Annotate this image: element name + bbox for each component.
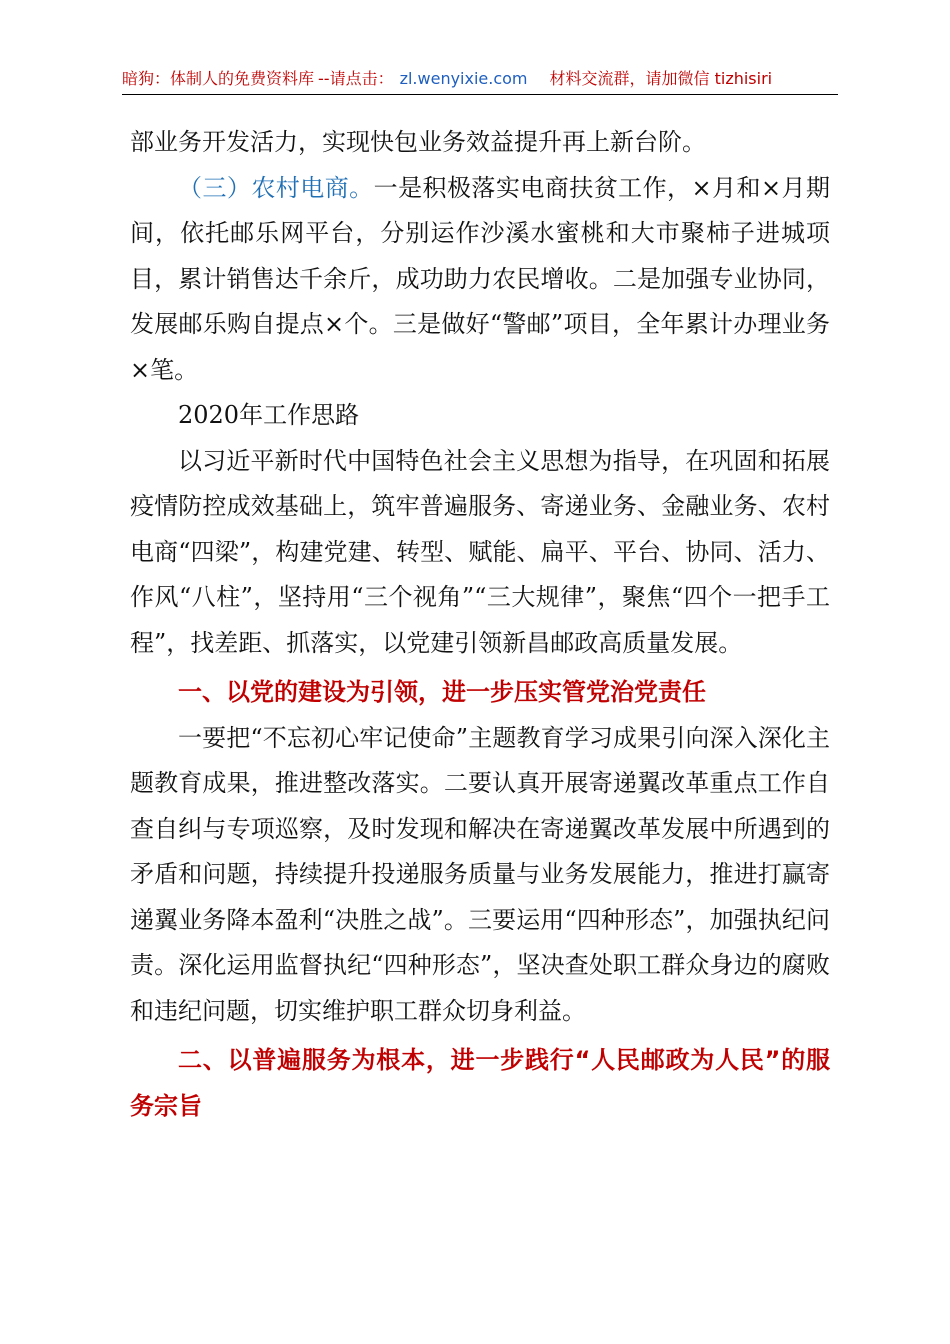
paragraph-continuation: 部业务开发活力，实现快包业务效益提升再上新台阶。 <box>130 128 706 156</box>
header-click-prompt: --请点击： <box>318 69 394 88</box>
paragraph-party-building: 一要把“不忘初心牢记使命”主题教育学习成果引向深入深化主题教育成果，推进整改落实。二要认真开展寄递翼改革重点工作自查自纠与专项巡察，及时发现和解决在寄递翼改革发展中所遇到的矛盾和问题，持续提升投递服务质量与业务发展能力，推进打赢寄递翼业务降本盈利“决胜之战”。三要运用“四种形态”，加强执纪问责。深化运用监督执纪“四种形态”，坚决查处职工群众身边的腐败和违纪问题，切实维护职工群众切身利益。 <box>130 723 830 1025</box>
header-link[interactable]: zl.wenyixie.com <box>399 69 528 88</box>
paragraph-rural-ecommerce <box>130 166 830 394</box>
header-site-name: 暗狗：体制人的免费资料库 <box>122 69 315 88</box>
section-title-2020: 2020年工作思路 <box>178 401 360 429</box>
heading-universal-service: 二、以普遍服务为根本，进一步践行“人民邮政为人民”的服务宗旨 <box>130 1046 830 1120</box>
header-wechat-note: 材料交流群，请加微信 tizhisiri <box>549 69 773 88</box>
page-header <box>122 64 838 95</box>
paragraph-guiding-thought: 以习近平新时代中国特色社会主义思想为指导，在巩固和拓展疫情防控成效基础上，筑牢普遍服务、寄递业务、金融业务、农村电商“四梁”，构建党建、转型、赋能、扁平、平台、协同、活力、作风“八柱”，坚持用“三个视角”“三大规律”，聚焦“四个一把手工程”，找差距、抓落实，以党建引领新昌邮政高质量发展。 <box>130 446 830 657</box>
document-body <box>130 120 830 1129</box>
paragraph-rural-ecommerce-text: 一是积极落实电商扶贫工作，×月和×月期间，依托邮乐网平台，分别运作沙溪水蜜桃和大市聚柿子进城项目，累计销售达千余斤，成功助力农民增收。二是加强专业协同，发展邮乐购自提点×个。三是做好“警邮”项目，全年累计办理业务×笔。 <box>130 173 830 384</box>
heading-party-building: 一、以党的建设为引领，进一步压实管党治党责任 <box>178 678 706 706</box>
subheading-rural-ecommerce: （三）农村电商。 <box>178 173 374 202</box>
